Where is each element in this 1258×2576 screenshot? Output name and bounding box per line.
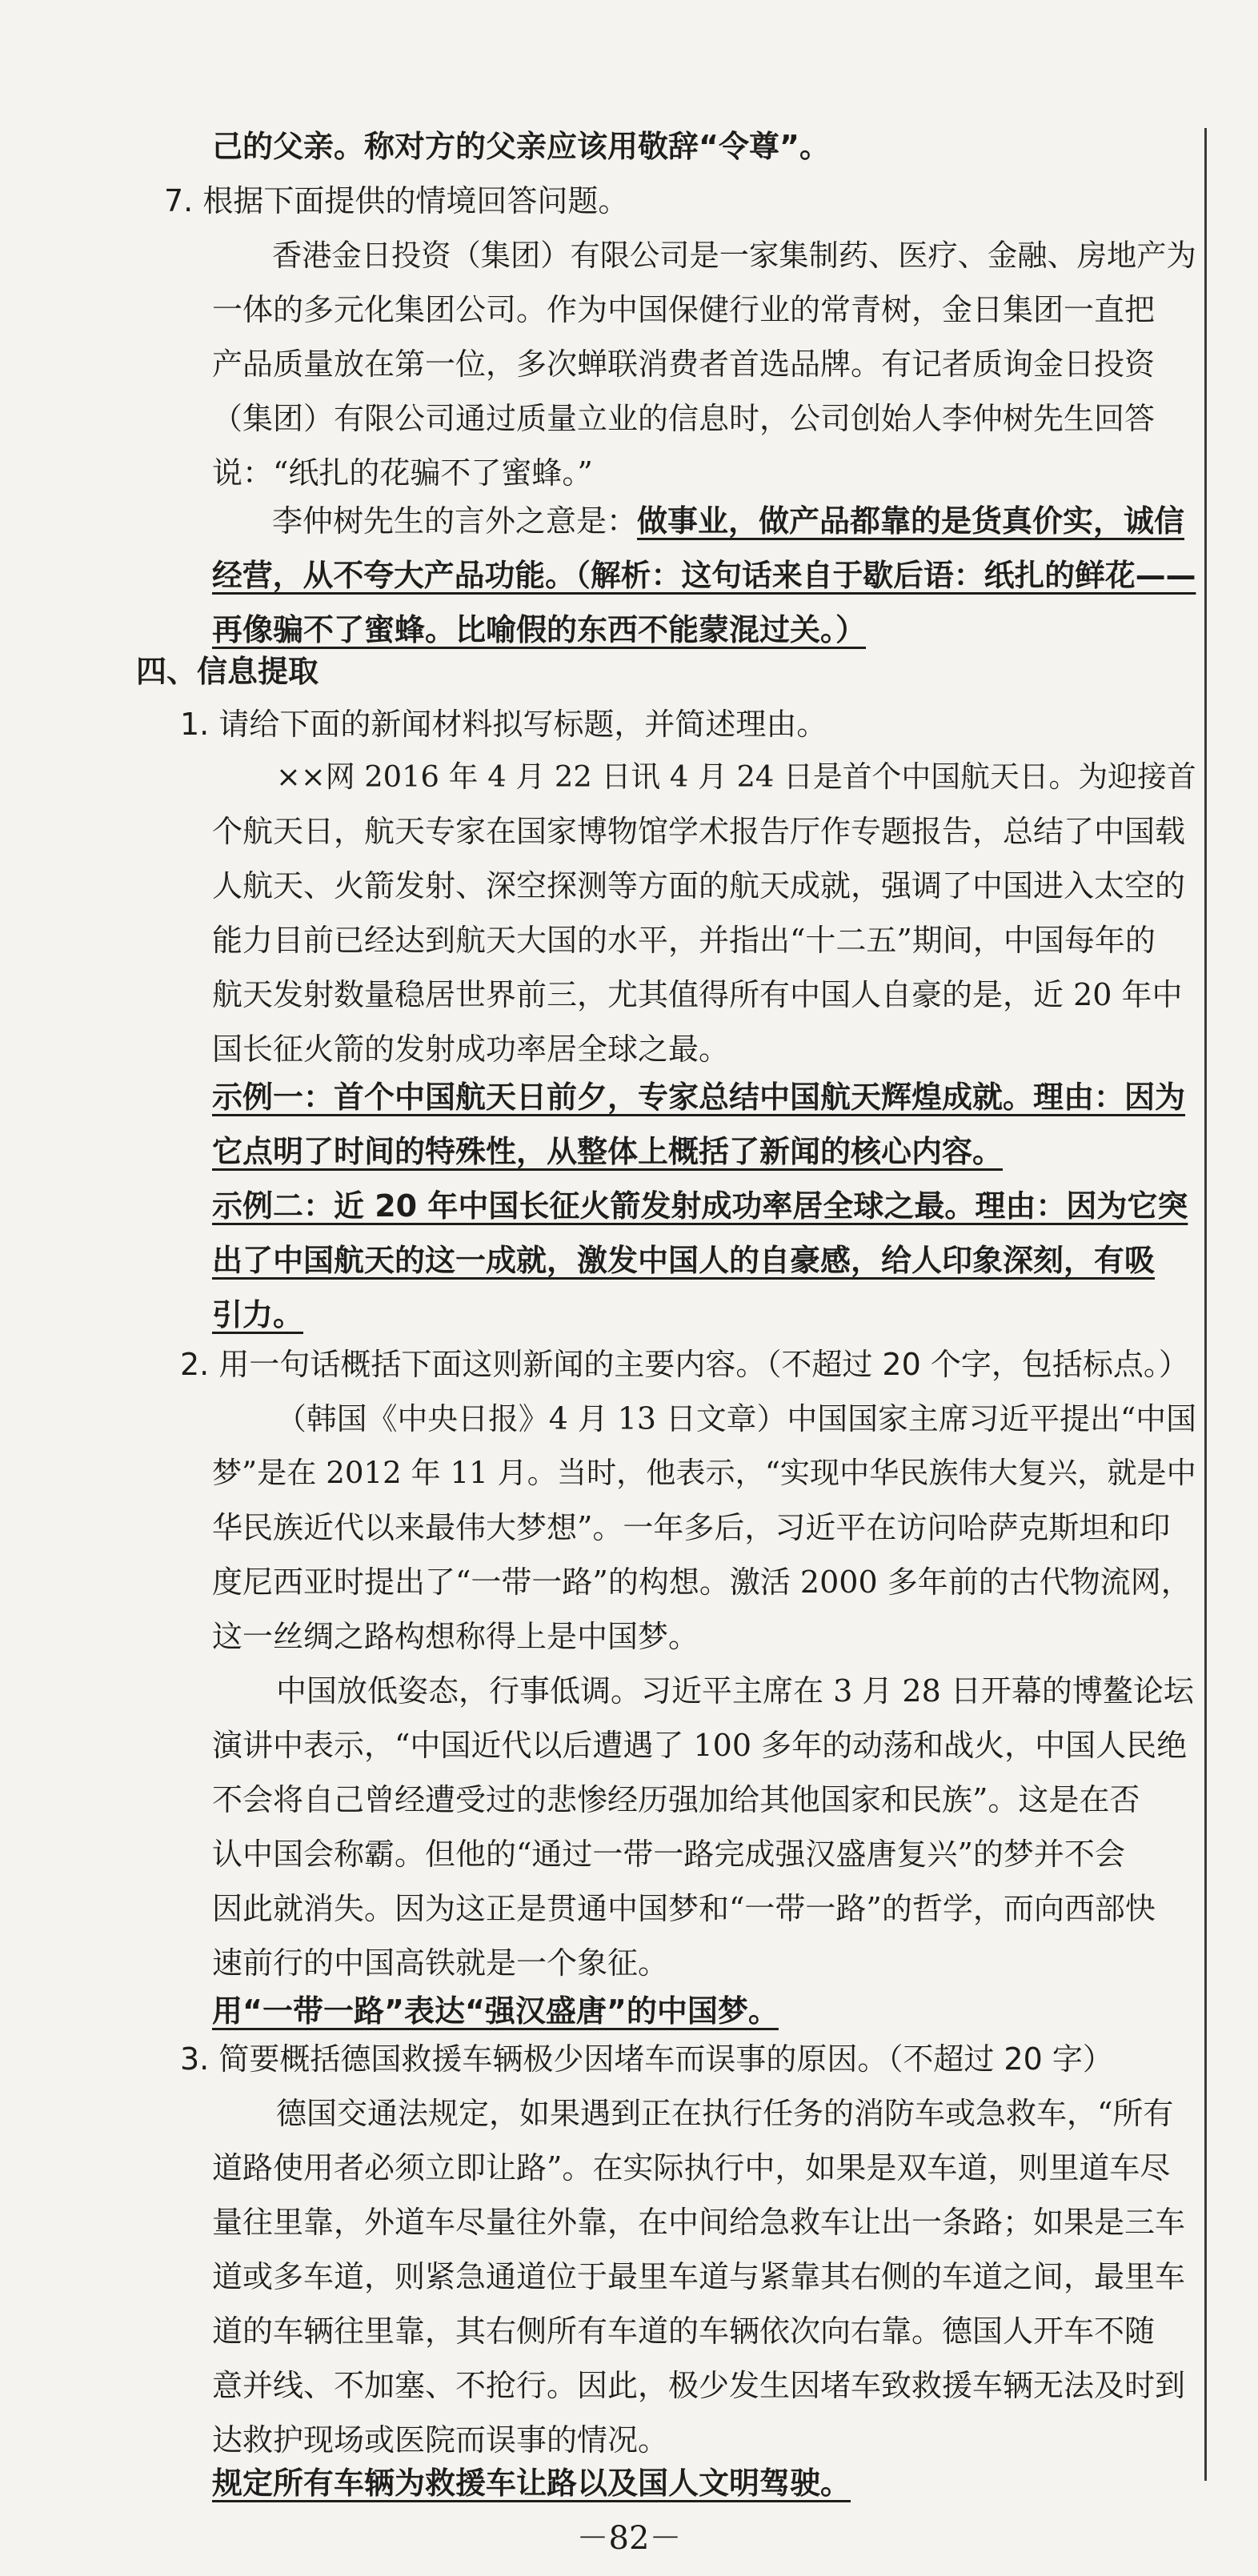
text-line: 量往里靠，外道车尽量往外靠，在中间给急救车让出一条路；如果是三车 bbox=[212, 2205, 1186, 2240]
text-line: 德国交通法规定，如果遇到正在执行任务的消防车或急救车，“所有 bbox=[276, 2096, 1174, 2131]
text-line: 人航天、火箭发射、深空探测等方面的航天成就，强调了中国进入太空的 bbox=[212, 868, 1186, 903]
text-line: 不会将自己曾经遭受过的悲惨经历强加给其他国家和民族”。这是在否 bbox=[212, 1782, 1140, 1817]
answer-prefix: 李仲树先生的言外之意是： bbox=[272, 503, 638, 539]
answer-line: 再像骗不了蜜蜂。比喻假的东西不能蒙混过关。） bbox=[212, 612, 867, 647]
answer-text: 做事业，做产品都靠的是货真价实，诚信 bbox=[637, 503, 1185, 539]
answer-line: 经营，从不夸大产品功能。（解析：这句话来自于歇后语：纸扎的鲜花—— bbox=[212, 558, 1196, 593]
text-line: 道或多车道，则紧急通道位于最里车道与紧靠其右侧的车道之间，最里车 bbox=[212, 2259, 1186, 2294]
answer-line: 引力。 bbox=[212, 1297, 304, 1332]
text-line: 这一丝绸之路构想称得上是中国梦。 bbox=[212, 1619, 699, 1654]
text-line: 航天发射数量稳居世界前三，尤其值得所有中国人自豪的是，近 20 年中 bbox=[212, 977, 1183, 1012]
answer-line: 示例二：近 20 年中国长征火箭发射成功率居全球之最。理由：因为它突 bbox=[212, 1188, 1188, 1224]
text-line: 能力目前已经达到航天大国的水平，并指出“十二五”期间，中国每年的 bbox=[212, 923, 1156, 958]
answer-line: 出了中国航天的这一成就，激发中国人的自豪感，给人印象深刻，有吸 bbox=[212, 1243, 1156, 1278]
text-line: 梦”是在 2012 年 11 月。当时，他表示，“实现中华民族伟大复兴，就是中 bbox=[212, 1456, 1196, 1490]
text-line: 说：“纸扎的花骗不了蜜蜂。” bbox=[212, 455, 593, 491]
text-line: 达救护现场或医院而误事的情况。 bbox=[212, 2422, 669, 2458]
text-line: 道路使用者必须立即让路”。在实际执行中，如果是双车道，则里道车尽 bbox=[212, 2150, 1171, 2185]
text-line: 度尼西亚时提出了“一带一路”的构想。激活 2000 多年前的古代物流网， bbox=[212, 1564, 1192, 1600]
text-line: 一体的多元化集团公司。作为中国保健行业的常青树，金日集团一直把 bbox=[212, 292, 1156, 327]
text-line: 个航天日，航天专家在国家博物馆学术报告厅作专题报告，总结了中国载 bbox=[212, 814, 1186, 849]
text-line: 演讲中表示，“中国近代以后遭遇了 100 多年的动荡和战火，中国人民绝 bbox=[212, 1728, 1188, 1763]
text-line: 速前行的中国高铁就是一个象征。 bbox=[212, 1945, 669, 1981]
question-heading: 2. 用一句话概括下面这则新闻的主要内容。（不超过 20 个字，包括标点。） bbox=[180, 1347, 1189, 1382]
text-line: 国长征火箭的发射成功率居全球之最。 bbox=[212, 1032, 730, 1067]
text-line: 道的车辆往里靠，其右侧所有车道的车辆依次向右靠。德国人开车不随 bbox=[212, 2314, 1156, 2349]
answer-line: 规定所有车辆为救援车让路以及国人文明驾驶。 bbox=[212, 2466, 851, 2501]
question-heading: 1. 请给下面的新闻材料拟写标题，并简述理由。 bbox=[180, 707, 827, 742]
answer-line: 用“一带一路”表达“强汉盛唐”的中国梦。 bbox=[212, 1993, 779, 2029]
text-line: 华民族近代以来最伟大梦想”。一年多后，习近平在访问哈萨克斯坦和印 bbox=[212, 1510, 1171, 1545]
text-line: 因此就消失。因为这正是贯通中国梦和“一带一路”的哲学，而向西部快 bbox=[212, 1891, 1156, 1926]
text-line: 己的父亲。称对方的父亲应该用敬辞“令尊”。 bbox=[212, 129, 830, 164]
question-heading: 3. 简要概括德国救援车辆极少因堵车而误事的原因。（不超过 20 字） bbox=[180, 2041, 1113, 2077]
text-line: 香港金日投资（集团）有限公司是一家集制药、医疗、金融、房地产为 bbox=[272, 238, 1196, 273]
text-line: 中国放低姿态，行事低调。习近平主席在 3 月 28 日开幕的博鳌论坛 bbox=[276, 1673, 1194, 1709]
text-line: （韩国《中央日报》4 月 13 日文章）中国国家主席习近平提出“中国 bbox=[276, 1401, 1196, 1436]
text-line: 意并线、不加塞、不抢行。因此，极少发生因堵车致救援车辆无法及时到 bbox=[212, 2368, 1186, 2403]
answer-line: 它点明了时间的特殊性，从整体上概括了新闻的核心内容。 bbox=[212, 1134, 1004, 1169]
question-heading: 7. 根据下面提供的情境回答问题。 bbox=[164, 183, 629, 218]
text-line: 认中国会称霸。但他的“通过一带一路完成强汉盛唐复兴”的梦并不会 bbox=[212, 1837, 1125, 1872]
text-line: （集团）有限公司通过质量立业的信息时，公司创始人李仲树先生回答 bbox=[212, 401, 1156, 436]
text-line: 产品质量放在第一位，多次蝉联消费者首选品牌。有记者质询金日投资 bbox=[212, 347, 1156, 382]
page-margin-rule bbox=[1204, 128, 1207, 2481]
answer-line: 示例一：首个中国航天日前夕，专家总结中国航天辉煌成就。理由：因为 bbox=[212, 1080, 1186, 1115]
answer-line bbox=[272, 501, 1184, 541]
section-heading: 四、信息提取 bbox=[136, 654, 319, 689]
text-line: ××网 2016 年 4 月 22 日讯 4 月 24 日是首个中国航天日。为迎接首 bbox=[276, 759, 1196, 794]
page-number: －82－ bbox=[576, 2520, 682, 2557]
